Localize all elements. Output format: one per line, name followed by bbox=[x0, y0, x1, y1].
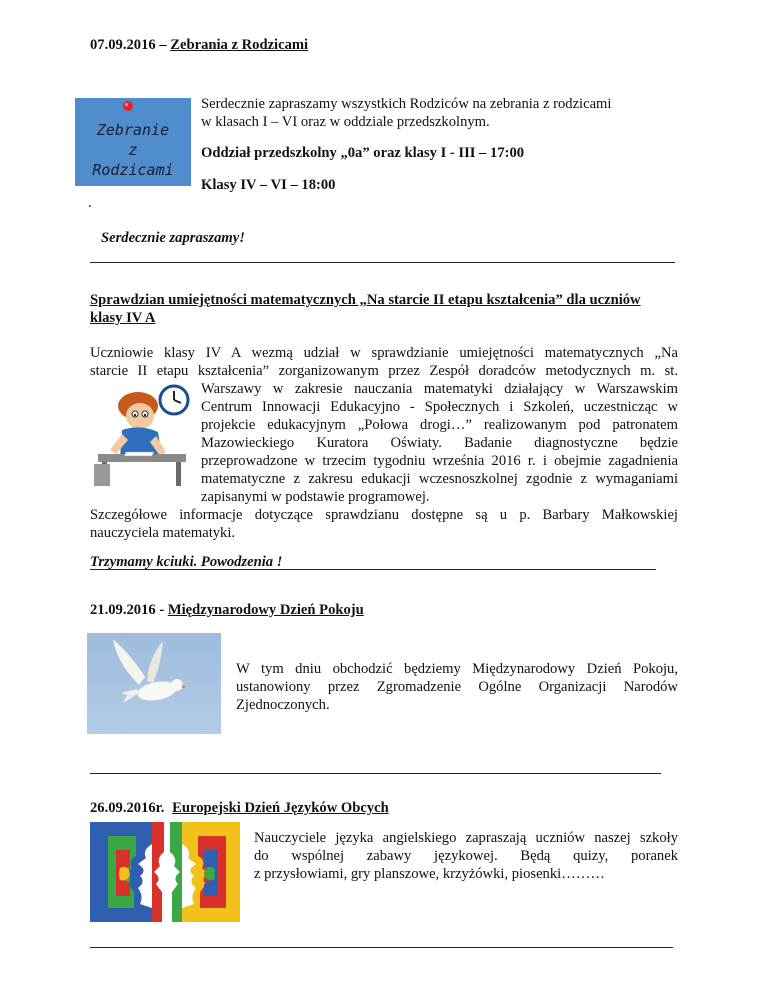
languages-para-line3: z przysłowiami, gry planszowe, krzyżówki, piosenki……… bbox=[254, 866, 605, 882]
math-closing: Trzymamy kciuki. Powodzenia ! bbox=[90, 554, 283, 570]
math-test-title bbox=[90, 291, 680, 327]
image-text-z: z bbox=[128, 141, 138, 159]
divider bbox=[90, 569, 656, 570]
meeting-date: 07.09.2016 bbox=[90, 37, 156, 53]
meeting-title: Zebrania z Rodzicami bbox=[170, 37, 309, 53]
math-para-line8: matematyczne z zakresu edukacji wczesnoszkolnej zgodnie z wymaganiami bbox=[201, 471, 678, 487]
dove-icon bbox=[87, 633, 221, 734]
student-clock-icon bbox=[92, 378, 192, 490]
faces-logo-icon bbox=[90, 822, 240, 922]
parents-meeting-image bbox=[75, 98, 191, 186]
math-para-line5: projekcie edukacyjnym „Połowa drogi…” realizowanym pod patronatem bbox=[201, 417, 678, 433]
languages-para-line2: do wspólnej zabawy językowej. Będą quizy, poranek bbox=[254, 848, 678, 864]
divider bbox=[90, 262, 675, 263]
math-para-line7: przeprowadzone w trzecim tygodniu września 2016 r. i obejmie zagadnienia bbox=[201, 453, 678, 469]
section-heading-languages bbox=[90, 799, 389, 817]
dove-image bbox=[87, 633, 221, 734]
heading-dash: – bbox=[159, 37, 167, 53]
meeting-intro-line2: w klasach I – VI oraz w oddziale przedszkolnym. bbox=[201, 114, 490, 130]
peace-date: 21.09.2016 - bbox=[90, 602, 165, 618]
languages-para-line1: Nauczyciele języka angielskiego zapraszają uczniów naszej szkoły bbox=[254, 830, 678, 846]
divider bbox=[90, 947, 673, 948]
math-para-line3: Warszawy w zakresie nauczania matematyki działający w Warszawskim bbox=[201, 381, 678, 397]
math-para-line11: nauczyciela matematyki. bbox=[90, 525, 236, 541]
peace-para-line2: ustanowiony przez Zgromadzenie Ogólne Organizacji Narodów bbox=[236, 679, 678, 695]
meeting-closing: Serdecznie zapraszamy! bbox=[101, 230, 245, 246]
peace-title: Międzynarodowy Dzień Pokoju bbox=[167, 602, 364, 618]
image-text-rodzicami: Rodzicami bbox=[92, 161, 174, 179]
languages-title: Europejski Dzień Języków Obcych bbox=[172, 800, 389, 816]
math-para-line9: zapisanymi w podstawie programowej. bbox=[201, 489, 430, 505]
section-heading-meetings bbox=[90, 36, 308, 54]
math-para-line10: Szczegółowe informacje dotyczące sprawdzianu dostępne są u p. Barbary Małkowskiej bbox=[90, 507, 678, 523]
peace-para-line1: W tym dniu obchodzić będziemy Międzynarodowy Dzień Pokoju, bbox=[236, 661, 678, 677]
math-para-line1: Uczniowie klasy IV A wezmą udział w sprawdzianie umiejętności matematycznych „Na bbox=[90, 345, 678, 361]
student-clock-illustration bbox=[92, 378, 192, 490]
schedule-preschool: Oddział przedszkolny „0a” oraz klasy I - III – 17:00 bbox=[201, 145, 525, 161]
math-title-line2: klasy IV A bbox=[90, 310, 156, 326]
languages-date: 26.09.2016r. bbox=[90, 800, 165, 816]
section-heading-peace bbox=[90, 601, 364, 619]
math-para-line2: starcie II etapu kształcenia” zorganizowanym przez Zespół doradców metodycznych m. st. bbox=[90, 363, 678, 379]
schedule-iv-vi: Klasy IV – VI – 18:00 bbox=[201, 177, 336, 193]
divider bbox=[90, 773, 661, 774]
math-para-line6: Mazowieckiego Kuratora Oświaty. Badanie diagnostyczne będzie bbox=[201, 435, 678, 451]
image-text-zebranie: Zebranie bbox=[96, 121, 170, 139]
math-title-line1: Sprawdzian umiejętności matematycznych „Na starcie II etapu kształcenia” dla uczniów bbox=[90, 292, 641, 308]
meeting-intro-line1: Serdecznie zapraszamy wszystkich Rodziców na zebrania z rodzicami bbox=[201, 96, 612, 112]
peace-para-line3: Zjednoczonych. bbox=[236, 697, 330, 713]
stray-dot: . bbox=[88, 195, 92, 211]
math-para-line4: Centrum Innowacji Edukacyjno - Społecznych i Szkoleń, uczestnicząc w bbox=[201, 399, 678, 415]
languages-day-image bbox=[90, 822, 240, 922]
